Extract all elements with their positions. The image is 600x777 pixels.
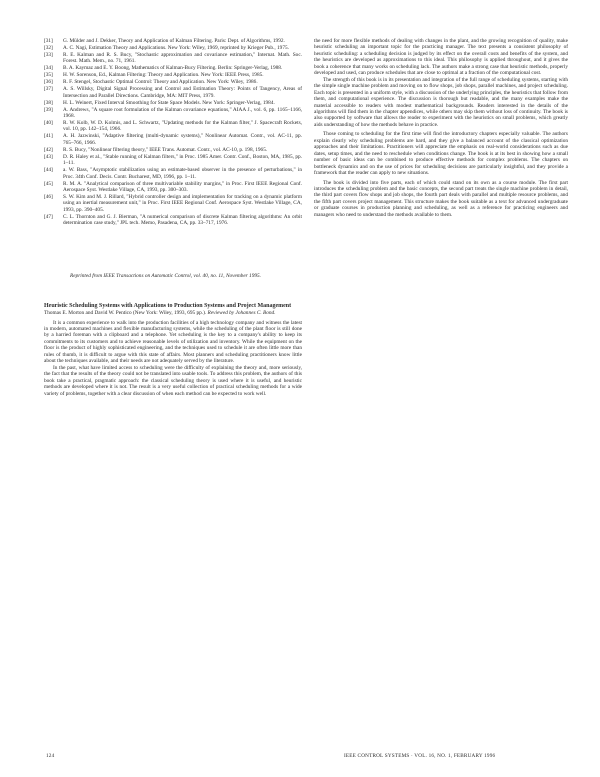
right-column — [314, 38, 568, 218]
reference-text: G. Mülder and J. Dekker, Theory and Application of Kalman Filtering. Paris: Dept. of Algorithms, 1992. — [63, 38, 285, 44]
reference-number: [42] — [44, 146, 53, 153]
reviewer-name: Johannes C. Bond. — [235, 310, 276, 317]
reference-item — [44, 38, 302, 44]
reference-item — [44, 154, 302, 167]
right-paragraph: Those coming to scheduling for the first time will find the introductory chapters especially valuable. The authors explain clearly why scheduling problems are hard, and they give a balanced account of the classical optimization approaches and their limitations. Practitioners will appreciate the emphasis on real-world considerations such as due dates, setup times, and the need to reschedule when conditions change. The book is at its best in showing how a small number of basic ideas can be combined to produce effective methods for complex problems. The chapters on bottleneck dynamics and on the use of prices for scheduling decisions are particularly insightful, and they provide a framework that the reader can apply to new situations. — [314, 131, 568, 177]
reference-number: [45] — [44, 180, 53, 187]
reference-item — [44, 72, 302, 78]
left-paragraph: In the past, what have limited access to scheduling were the difficulty of explaining the theory and, more seriously, the fact that the results of the theory could not be translated into usable tools. To address this problem, the authors of this book take a practical, pragmatic approach: the classical scheduling theory is used where it is useful, and heuristic methods are developed where it is not. The result is a very useful collection of practical scheduling methods for a wide variety of problems, together with a clear discussion of when each method can be expected to work well. — [44, 364, 302, 397]
reference-number: [34] — [44, 65, 53, 72]
review-title: Heuristic Scheduling Systems with Applications to Production Systems and Project Management — [44, 303, 292, 310]
reference-text: B. A. Kaymaz and E. Y. Boong, Mathematics of Kalman-Bucy Filtering. Berlin: Springer-Verlag, 1988. — [63, 65, 283, 72]
reviewed-by-label: Reviewed by — [207, 310, 235, 317]
reference-number: [37] — [44, 86, 53, 93]
reference-text: R. S. Bucy, "Nonlinear filtering theory," IEEE Trans. Automat. Contr., vol. AC-10, p. 198, 1965. — [63, 146, 268, 153]
reference-text: D. R. Haley et al., "Stable running of Kalman filters," in Proc. 1985 Amer. Contr. Conf., Boston, MA, 1985, pp. 1–11. — [63, 153, 302, 167]
review-byline — [44, 310, 302, 316]
right-paragraph: the need for more flexible methods of dealing with changes in the plant, and the growing recognition of quality, make heuristic scheduling an important topic for the practicing manager. The text presents a consistent philosophy of heuristic scheduling: a scheduling decision is judged by its effect on the overall costs and benefits of the system, and the heuristics are developed as approximations to this ideal. This philosophy is applied throughout, and it gives the book a coherence that many works on scheduling lack. The authors make a strong case that heuristic methods, properly developed and used, can produce schedules that are close to optimal at a fraction of the computational cost. — [314, 38, 568, 77]
reference-item — [44, 214, 302, 227]
reference-number: [38] — [44, 99, 53, 106]
left-paragraph: It is a common experience to walk into the production facilities of a high technology company and witness the latest in modern, automated machines and flexible manufacturing systems, while the scheduling of the plant floor is still done by a harried foreman with a clipboard and a telephone. Yet scheduling is the key to a company's ability to keep its commitments to its customers and to achieve reasonable levels of utilization and inventory. While the equipment on the floor is the product of highly sophisticated engineering, and the techniques used to schedule it are often little more than rules of thumb, it is difficult to argue with this state of affairs. Most planners and scheduling practitioners know little about the techniques available, and their needs are not adequately served by the literature. — [44, 319, 302, 365]
journal-footer: IEEE CONTROL SYSTEMS · VOL. 16, NO. 1, FEBRUARY 1996 — [344, 753, 496, 759]
reference-number: [41] — [44, 133, 53, 140]
reprint-note: Reprinted from IEEE Transactions on Automatic Control, vol. 40, no. 11, November 1995. — [70, 272, 261, 279]
reference-item — [44, 45, 302, 51]
review-authors: Thomas E. Morton and David W. Pentico (New York: Wiley, 1993, 695 pp.). — [44, 310, 207, 317]
reference-item — [44, 52, 302, 65]
reference-number: [36] — [44, 79, 53, 86]
reference-item — [44, 79, 302, 85]
reference-text: A. Andrews, "A square root formulation of the Kalman covariance equations," AIAA J., vol. 6, pp. 1165–1166, 1968. — [63, 106, 302, 119]
page-number: 124 — [46, 753, 55, 759]
reference-text: R. E. Kalman and R. S. Bucy, "Stochastic approximation and covariance estimation," Internat. Math. Soc. Forest. Math. Mem., no. 71, 1961. — [63, 51, 302, 65]
reference-text: A. C. Nagi, Estimation Theory and Applications. New York: Wiley, 1969, reprinted by Krieger Pub., 1975. — [63, 44, 289, 51]
reference-item — [44, 133, 302, 146]
reference-number: [39] — [44, 106, 53, 113]
reference-text: a. W. Bass, "Asymptotic stabilization using an estimate-based observer in the presence of perturbations," in Proc. 34th Conf. Decis. Contr. Bucharest, MD, 1996, pp. 1–11. — [63, 167, 302, 180]
reference-item — [44, 100, 302, 106]
right-paragraph: The strength of this book is in its presentation and integration of the full range of scheduling systems, starting with the simple single machine problem and moving on to flow shops, job shops, parallel machines, and project scheduling. Each topic is presented in a uniform style, with a discussion of the underlying principles, the heuristics that follow from them, and computational experience. The discussion is thorough but readable, and the many examples make the material accessible to readers with modest mathematical backgrounds. Readers interested in the details of the algorithms will find them in the chapter appendices, while others may skip them without loss of continuity. The book is also supported by software that allows the reader to experiment with the heuristics on small problems, which greatly aids understanding of how the methods behave in practice. — [314, 76, 568, 128]
reference-item — [44, 120, 302, 133]
reference-number: [44] — [44, 167, 53, 174]
reference-text: A. H. Jazwinski, "Adaptive filtering (multi-dynamic systems)," Nonlinear Automat. Contr., vol. AC-11, pp. 765–766, 1966. — [63, 133, 302, 146]
reference-item — [44, 147, 302, 153]
reference-number: [46] — [44, 193, 53, 200]
reference-text: C. L. Thornton and G. J. Bierman, "A numerical comparison of discrete Kalman filtering algorithms: An orbit determination case study," JPL tech. Memo, Pasadena, CA, pp. 33–717, 1976. — [63, 213, 302, 227]
reference-text: R. W. Kolb, W. D. Kolmis, and L. Schwartz, "Updating methods for the Kalman filter," J. Spacecraft Rockets, vol. 10, pp. 142–154, 1966. — [63, 119, 302, 133]
reference-item — [44, 65, 302, 71]
reference-list — [44, 38, 302, 227]
reference-number: [47] — [44, 213, 53, 220]
reference-number: [31] — [44, 38, 53, 44]
right-paragraph: The book is divided into five parts, each of which could stand on its own as a course module. The first part introduces the scheduling problem and the basic concepts, the second part treats the single machine problem in detail, the third part covers flow shops and job shops, the fourth part deals with parallel and multiple resource problems, and the fifth part covers project management. This structure makes the book suitable as a text for advanced undergraduate or graduate courses in production planning and scheduling, as well as a reference for practicing engineers and managers who need to understand the methods available to them. — [314, 179, 568, 218]
reference-text: R. M. A. "Analytical comparison of three multivariable stability margins," in Proc. First IEEE Regional Conf. Aerospace Syst. Westlake Village, CA, 1993, pp. 300–303. — [63, 180, 302, 193]
reference-item — [44, 167, 302, 180]
reference-text: R. F. Stengel, Stochastic Optimal Control: Theory and Application. New York: Wiley, 1986. — [63, 79, 258, 86]
reference-number: [32] — [44, 44, 53, 51]
reference-item — [44, 107, 302, 120]
reference-text: S. W. Kim and M. J. Rillard, "Hybrid controller design and implementation for tracking on a dynamic platform using an inertial measurement unit," in Proc. First IEEE Regional Conf. Aerospace Syst. Westlake Village, CA, 1993, pp. 390–405. — [63, 193, 302, 213]
reference-item — [44, 194, 302, 213]
reference-number: [35] — [44, 72, 53, 79]
reference-text: A. S. Willsky, Digital Signal Processing and Control and Estimation Theory: Points of Tangency, Areas of Intersection and Parallel Directions. Cambridge, MA: MIT Press, 1979. — [63, 86, 302, 99]
reference-number: [40] — [44, 119, 53, 126]
reference-number: [33] — [44, 51, 53, 58]
reference-number: [43] — [44, 153, 53, 160]
left-column — [44, 38, 302, 397]
reference-item — [44, 181, 302, 194]
reference-text: H. L. Weinert, Fixed Interval Smoothing for State Space Models. New York: Springer-Verlag, 1984. — [63, 99, 275, 106]
reference-text: H. W. Sorenson, Ed., Kalman Filtering: Theory and Application. New York: IEEE Press, 1985. — [63, 72, 264, 79]
reference-item — [44, 86, 302, 99]
